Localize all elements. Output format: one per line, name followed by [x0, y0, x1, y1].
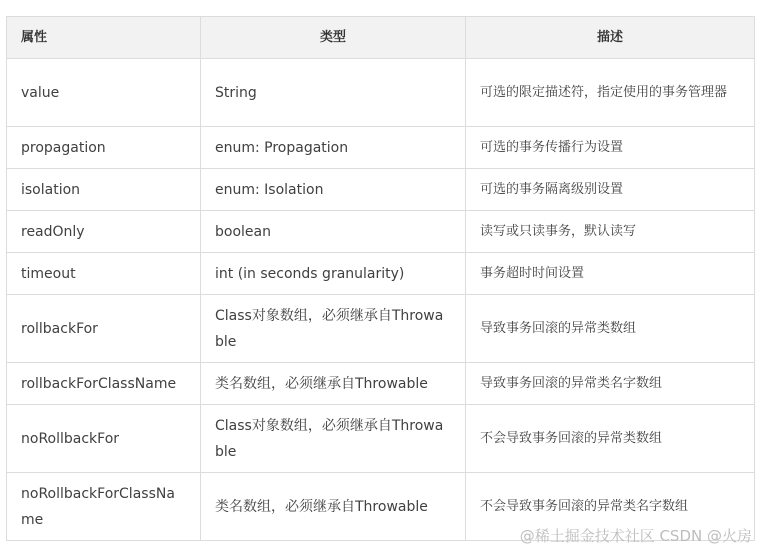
properties-table [6, 16, 755, 541]
cell-type: enum: Propagation [201, 127, 466, 169]
cell-type: boolean [201, 211, 466, 253]
table-row [7, 363, 755, 405]
cell-description: 导致事务回滚的异常类数组 [466, 295, 755, 363]
cell-attribute: timeout [7, 253, 201, 295]
cell-type: enum: Isolation [201, 169, 466, 211]
cell-attribute: rollbackForClassName [7, 363, 201, 405]
cell-type: String [201, 59, 466, 127]
cell-description: 可选的限定描述符，指定使用的事务管理器 [466, 59, 755, 127]
cell-attribute: value [7, 59, 201, 127]
cell-type: int (in seconds granularity) [201, 253, 466, 295]
table-header-row [7, 17, 755, 59]
table-row [7, 169, 755, 211]
cell-description: 可选的事务传播行为设置 [466, 127, 755, 169]
cell-description: 导致事务回滚的异常类名字数组 [466, 363, 755, 405]
header-type: 类型 [201, 17, 466, 59]
cell-attribute: noRollbackForClassName [7, 473, 201, 541]
cell-attribute: isolation [7, 169, 201, 211]
cell-attribute: noRollbackFor [7, 405, 201, 473]
cell-attribute: readOnly [7, 211, 201, 253]
table-row [7, 295, 755, 363]
cell-description: 可选的事务隔离级别设置 [466, 169, 755, 211]
table-row [7, 405, 755, 473]
cell-description: 不会导致事务回滚的异常类数组 [466, 405, 755, 473]
cell-type: 类名数组，必须继承自Throwable [201, 473, 466, 541]
cell-description: 事务超时时间设置 [466, 253, 755, 295]
cell-description: 读写或只读事务，默认读写 [466, 211, 755, 253]
cell-description: 不会导致事务回滚的异常类名字数组 [466, 473, 755, 541]
watermark: @稀土掘金技术社区 CSDN @火房 [519, 527, 752, 545]
cell-type: 类名数组，必须继承自Throwable [201, 363, 466, 405]
table-row [7, 253, 755, 295]
table-row [7, 59, 755, 127]
table-row [7, 127, 755, 169]
cell-attribute: propagation [7, 127, 201, 169]
table-row [7, 211, 755, 253]
header-description: 描述 [466, 17, 755, 59]
cell-attribute: rollbackFor [7, 295, 201, 363]
cell-type: Class对象数组，必须继承自Throwable [201, 295, 466, 363]
header-attribute: 属性 [7, 17, 201, 59]
cell-type: Class对象数组，必须继承自Throwable [201, 405, 466, 473]
